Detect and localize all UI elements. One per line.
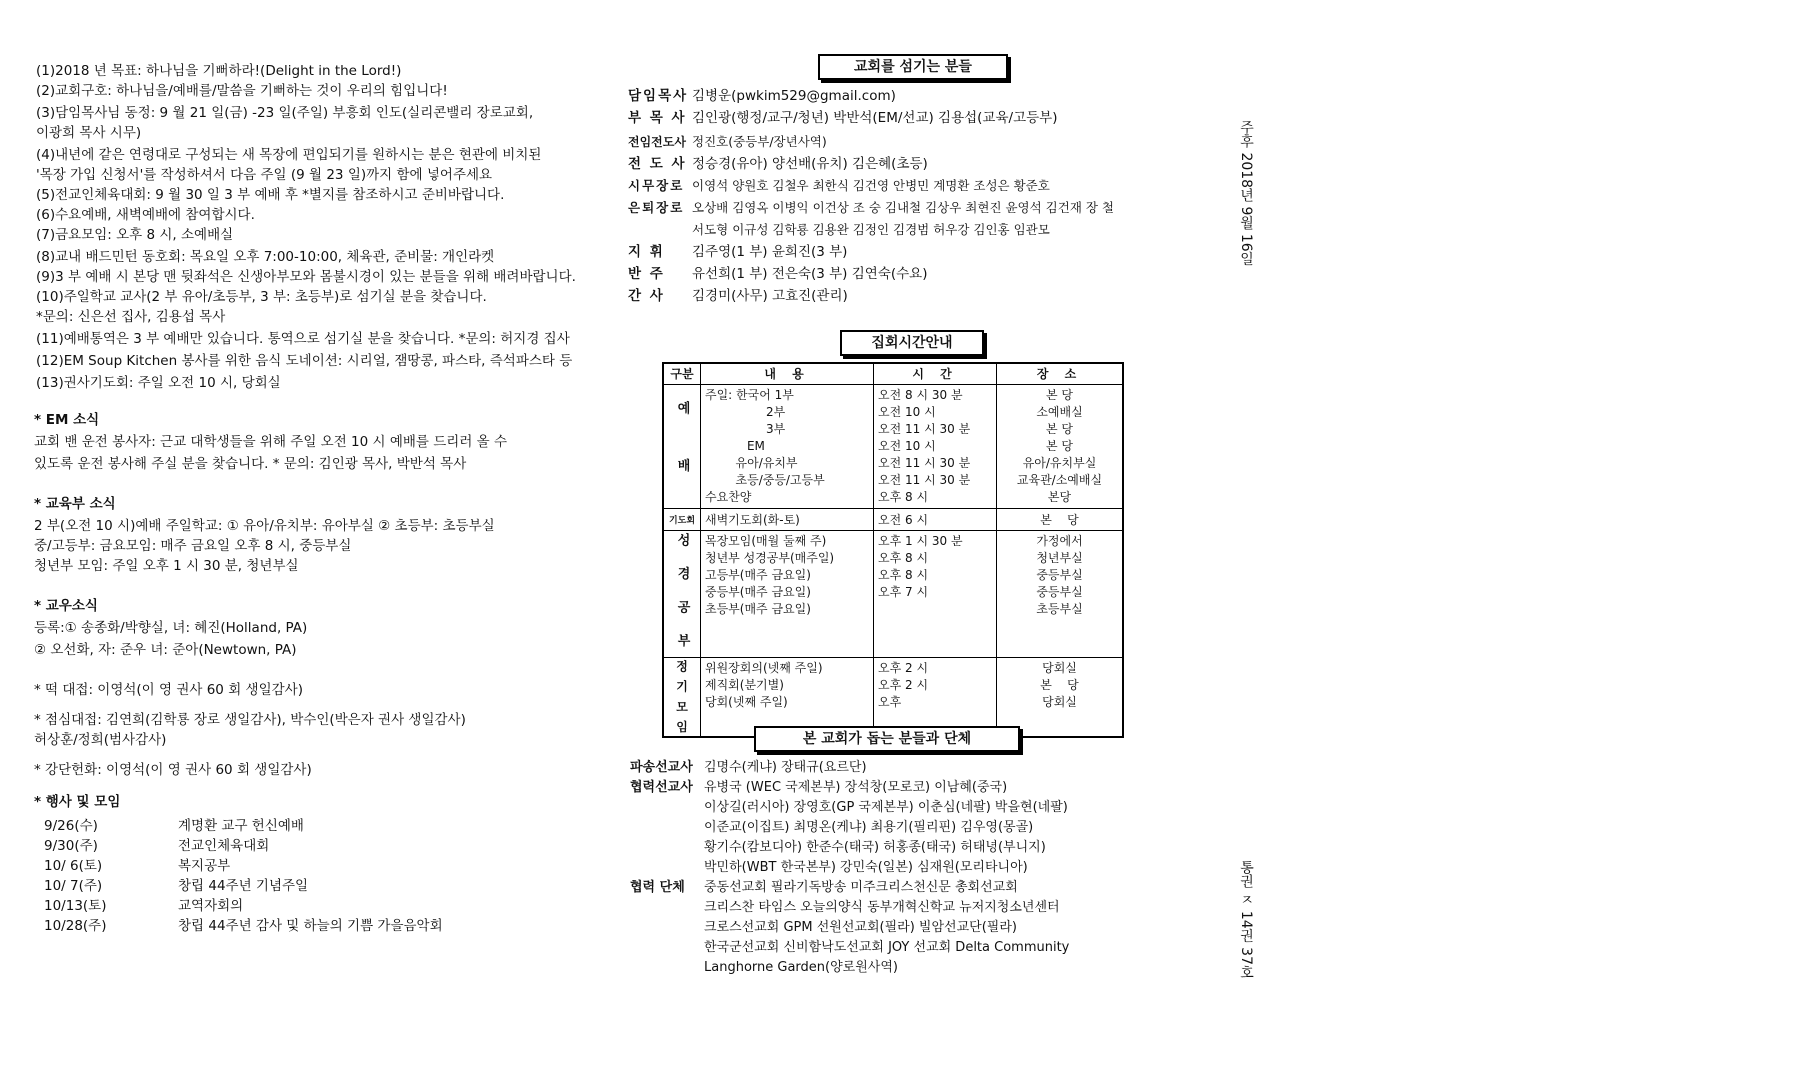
edu-news-heading: * 교육부 소식 — [34, 496, 116, 512]
schedule-header: 시 간 — [874, 363, 997, 385]
staff-role: 전 도 사 — [628, 156, 687, 172]
lunch-note: * 점심대접: 김연희(김학룡 장로 생일감사), 박수인(박은자 권사 생일감사) — [34, 712, 466, 728]
schedule-row-dawn — [663, 509, 1123, 531]
mission-label: 파송선교사 — [630, 760, 693, 775]
mission-row — [630, 858, 1028, 878]
announcement-line: '목장 가입 신청서'를 작성하셔서 다음 주일 (9 월 23 일)까지 함에 넣어주세요 — [36, 167, 493, 183]
regular-time: 오후 2 시 오후 2 시 오후 — [874, 657, 997, 737]
announcement-line: (3)담임목사님 동정: 9 월 21 일(금) -23 일(주일) 부흥회 인도(실리콘밸리 장로교회, — [36, 105, 534, 121]
schedule-title: 집회시간안내 — [840, 330, 984, 356]
study-place: 가정에서 청년부실 중등부실 중등부실 초등부실 — [997, 531, 1124, 658]
mission-row — [630, 778, 1007, 798]
staff-row — [628, 198, 1114, 218]
staff-names: 오상배 김영옥 이병익 이건상 조 숭 김내철 김상우 최현진 윤영석 김건재 장 철 — [692, 200, 1115, 215]
event-name: 교역자회의 — [178, 898, 244, 914]
staff-role: 담임목사 — [628, 88, 689, 104]
category-prayer: 기도회 — [663, 509, 701, 531]
mission-label: 협력선교사 — [630, 780, 693, 795]
staff-row — [628, 86, 896, 106]
mission-value: 중동선교회 필라기독방송 미주크리스천신문 총회선교회 — [704, 880, 1018, 895]
announcement-line: (12)EM Soup Kitchen 봉사를 위한 음식 도네이션: 시리얼, 잼땅콩, 파스타, 즉석파스타 등 — [36, 353, 573, 369]
announcement-line: (9)3 부 예배 시 본당 맨 뒷좌석은 신생아부모와 몸불시경이 있는 분들을 위해 배려바랍니다. — [36, 269, 576, 285]
mission-value: 이상길(러시아) 장영호(GP 국제본부) 이춘심(네팔) 박을현(네팔) — [704, 800, 1068, 815]
study-time: 오후 1 시 30 분 오후 8 시 오후 8 시 오후 7 시 — [874, 531, 997, 658]
announcement-line: (6)수요예배, 새벽예배에 참여합시다. — [36, 207, 255, 223]
mission-row — [630, 758, 867, 778]
mission-value: 크로스선교회 GPM 선원선교회(필라) 빌암선교단(필라) — [704, 920, 1017, 935]
schedule-row-worship — [663, 385, 1123, 509]
mission-row — [630, 938, 1069, 958]
staff-names: 이영석 양원호 김철우 최한식 김건영 안병민 계명환 조성은 황준호 — [692, 178, 1050, 193]
event-name: 복지공부 — [178, 858, 231, 874]
event-date: 10/ 7(주) — [44, 878, 103, 894]
study-content: 목장모임(매월 둘째 주) 청년부 성경공부(매주일) 고등부(매주 금요일) 중등부(매주 금요일) 초등부(매주 금요일) — [701, 531, 874, 658]
flowers-note: * 강단헌화: 이영석(이 영 권사 60 회 생일감사) — [34, 762, 312, 778]
announcement-line: (10)주일학교 교사(2 부 유아/초등부, 3 부: 초등부)로 섬기실 분을 찾습니다. — [36, 289, 487, 305]
regular-content: 위원장회의(넷째 주일) 제직회(분기별) 당회(넷째 주일) — [701, 657, 874, 737]
mission-row — [630, 898, 1060, 918]
worship-time: 오전 8 시 30 분 오전 10 시 오전 11 시 30 분 오전 10 시 오전 11 시 30 분 오전 11 시 30 분 오후 8 시 — [874, 385, 997, 509]
announcement-line: *문의: 신은선 집사, 김용섭 목사 — [36, 309, 226, 325]
staff-row — [628, 264, 927, 284]
staff-row — [628, 286, 848, 306]
member-news-line: 등록:① 송종화/박향실, 녀: 혜진(Holland, PA) — [34, 620, 308, 636]
announcement-line: (8)교내 배드민턴 동호회: 목요일 오후 7:00-10:00, 체육관, 준비물: 개인라켓 — [36, 249, 495, 265]
dawn-content: 새벽기도회(화-토) — [701, 509, 874, 531]
event-date: 9/30(주) — [44, 838, 98, 854]
announcement-line: (5)전교인체육대회: 9 월 30 일 3 부 예배 후 *별지를 참조하시고 준비바랍니다. — [36, 187, 505, 203]
mission-value: 김명수(케냐) 장태규(요르단) — [704, 760, 867, 775]
staff-names: 서도형 이규성 김학룡 김용완 김정인 김경범 허우강 김인홍 임관모 — [692, 222, 1050, 237]
staff-names: 정승경(유아) 양선배(유치) 김은혜(초등) — [692, 156, 928, 172]
rice-cake-note: * 떡 대접: 이영석(이 영 권사 60 회 생일감사) — [34, 682, 303, 698]
schedule-header: 장 소 — [997, 363, 1124, 385]
missions-title: 본 교회가 돕는 분들과 단체 — [754, 726, 1020, 752]
staff-row — [628, 154, 928, 174]
dawn-time: 오전 6 시 — [874, 509, 997, 531]
staff-row — [628, 132, 827, 152]
em-news-line: 있도록 운전 봉사해 주실 분을 찾습니다. * 문의: 김인광 목사, 박반석 목사 — [34, 456, 467, 472]
staff-row — [628, 108, 1057, 128]
category-worship: 예 배 — [663, 385, 701, 509]
category-bible-study: 성 경 공 부 — [663, 531, 701, 658]
announcement-line: (4)내년에 같은 연령대로 구성되는 새 목장에 편입되기를 원하시는 분은 현관에 비치된 — [36, 147, 542, 163]
staff-role: 지 휘 — [628, 244, 665, 260]
mission-value: 이준교(이집트) 최명온(케냐) 최용기(필리핀) 김우영(몽골) — [704, 820, 1034, 835]
member-news-heading: * 교우소식 — [34, 598, 98, 614]
dawn-place: 본 당 — [997, 509, 1124, 531]
staff-names: 김경미(사무) 고효진(관리) — [692, 288, 848, 304]
staff-title: 교회를 섬기는 분들 — [818, 54, 1008, 80]
mission-row — [630, 918, 1017, 938]
event-name: 창립 44주년 기념주일 — [178, 878, 309, 894]
staff-names: 유선희(1 부) 전은숙(3 부) 김연숙(수요) — [692, 266, 928, 282]
staff-names: 정진호(중등부/장년사역) — [692, 134, 827, 149]
em-news-line: 교회 밴 운전 봉사자: 근교 대학생들을 위해 주일 오전 10 시 예배를 드리러 올 수 — [34, 434, 508, 450]
announcement-line: (11)예배통역은 3 부 예배만 있습니다. 통역으로 섬기실 분을 찾습니다. *문의: 허지경 집사 — [36, 331, 570, 347]
mission-value: 한국군선교회 신비함낙도선교회 JOY 선교회 Delta Community — [704, 940, 1070, 955]
announcement-line: (7)금요모임: 오후 8 시, 소예배실 — [36, 227, 234, 243]
schedule-header: 구분 — [663, 363, 701, 385]
edu-news-line: 2 부(오전 10 시)예배 주일학교: ① 유아/유치부: 유아부실 ② 초등부: 초등부실 — [34, 518, 495, 534]
worship-place: 본 당 소예배실 본 당 본 당 유아/유치부실 교육관/소예배실 본당 — [997, 385, 1124, 509]
staff-role: 부 목 사 — [628, 110, 687, 126]
mission-label: 협력 단체 — [630, 880, 685, 895]
mission-row — [630, 838, 1046, 858]
event-date: 10/28(주) — [44, 918, 107, 934]
staff-row — [628, 242, 847, 262]
schedule-table — [662, 362, 1124, 738]
category-regular-meeting: 정 기 모 임 — [663, 657, 701, 737]
edu-news-line: 중/고등부: 금요모임: 매주 금요일 오후 8 시, 중등부실 — [34, 538, 352, 554]
event-name: 계명환 교구 헌신예배 — [178, 818, 304, 834]
schedule-header: 내 용 — [701, 363, 874, 385]
schedule-header-row — [663, 363, 1123, 385]
edu-news-line: 청년부 모임: 주일 오후 1 시 30 분, 청년부실 — [34, 558, 299, 574]
announcement-line: 이광희 목사 시무) — [36, 125, 142, 141]
event-date: 9/26(수) — [44, 818, 98, 834]
announcement-line: (2)교회구호: 하나님을/예배를/말씀을 기뻐하는 것이 우리의 힘입니다! — [36, 83, 448, 99]
mission-value: 박민하(WBT 한국본부) 강민숙(일본) 심재원(모리타니아) — [704, 860, 1028, 875]
mission-value: Langhorne Garden(양로원사역) — [704, 960, 898, 975]
mission-row — [630, 878, 1018, 898]
mission-value: 유병국 (WEC 국제본부) 장석창(모로코) 이남혜(중국) — [704, 780, 1008, 795]
staff-names: 김인광(행정/교구/청년) 박반석(EM/선교) 김용섭(교육/고등부) — [692, 110, 1058, 126]
staff-role: 간 사 — [628, 288, 665, 304]
member-news-line: ② 오선화, 자: 준우 녀: 준아(Newtown, PA) — [34, 642, 297, 658]
staff-names: 김주영(1 부) 윤희진(3 부) — [692, 244, 848, 260]
staff-role: 전임전도사 — [628, 135, 686, 149]
staff-role: 은퇴장로 — [628, 200, 685, 215]
announcement-line: (13)권사기도회: 주일 오전 10 시, 당회실 — [36, 375, 281, 391]
bulletin-date: 주후 2018년 9월 16일 — [1238, 120, 1254, 266]
em-news-heading: * EM 소식 — [34, 412, 100, 428]
mission-value: 황기수(캄보디아) 한준수(태국) 허홍종(태국) 허태녕(부니지) — [704, 840, 1046, 855]
bulletin-issue: 통권 ㅈ 14권 37호 — [1238, 860, 1254, 979]
regular-place: 당회실 본 당 당회실 — [997, 657, 1124, 737]
staff-row — [628, 176, 1050, 196]
schedule-row-study — [663, 531, 1123, 658]
event-date: 10/13(토) — [44, 898, 107, 914]
mission-row — [630, 958, 898, 978]
worship-content: 주일: 한국어 1부 2부 3부 EM 유아/유치부 초등/중등/고등부 수요찬양 — [701, 385, 874, 509]
event-name: 전교인체육대회 — [178, 838, 270, 854]
event-date: 10/ 6(토) — [44, 858, 103, 874]
mission-row — [630, 798, 1068, 818]
staff-role: 시무장로 — [628, 178, 685, 193]
lunch-note: 허상훈/정희(범사감사) — [34, 732, 167, 748]
staff-row — [628, 220, 1050, 240]
events-heading: * 행사 및 모임 — [34, 794, 121, 810]
staff-role: 반 주 — [628, 266, 665, 282]
mission-row — [630, 818, 1033, 838]
staff-names: 김병운(pwkim529@gmail.com) — [692, 88, 896, 104]
mission-value: 크리스찬 타임스 오늘의양식 동부개혁신학교 뉴저지청소년센터 — [704, 900, 1060, 915]
announcement-line: (1)2018 년 목표: 하나님을 기뻐하라!(Delight in the Lord!) — [36, 63, 402, 79]
event-name: 창립 44주년 감사 및 하늘의 기쁨 가을음악회 — [178, 918, 443, 934]
